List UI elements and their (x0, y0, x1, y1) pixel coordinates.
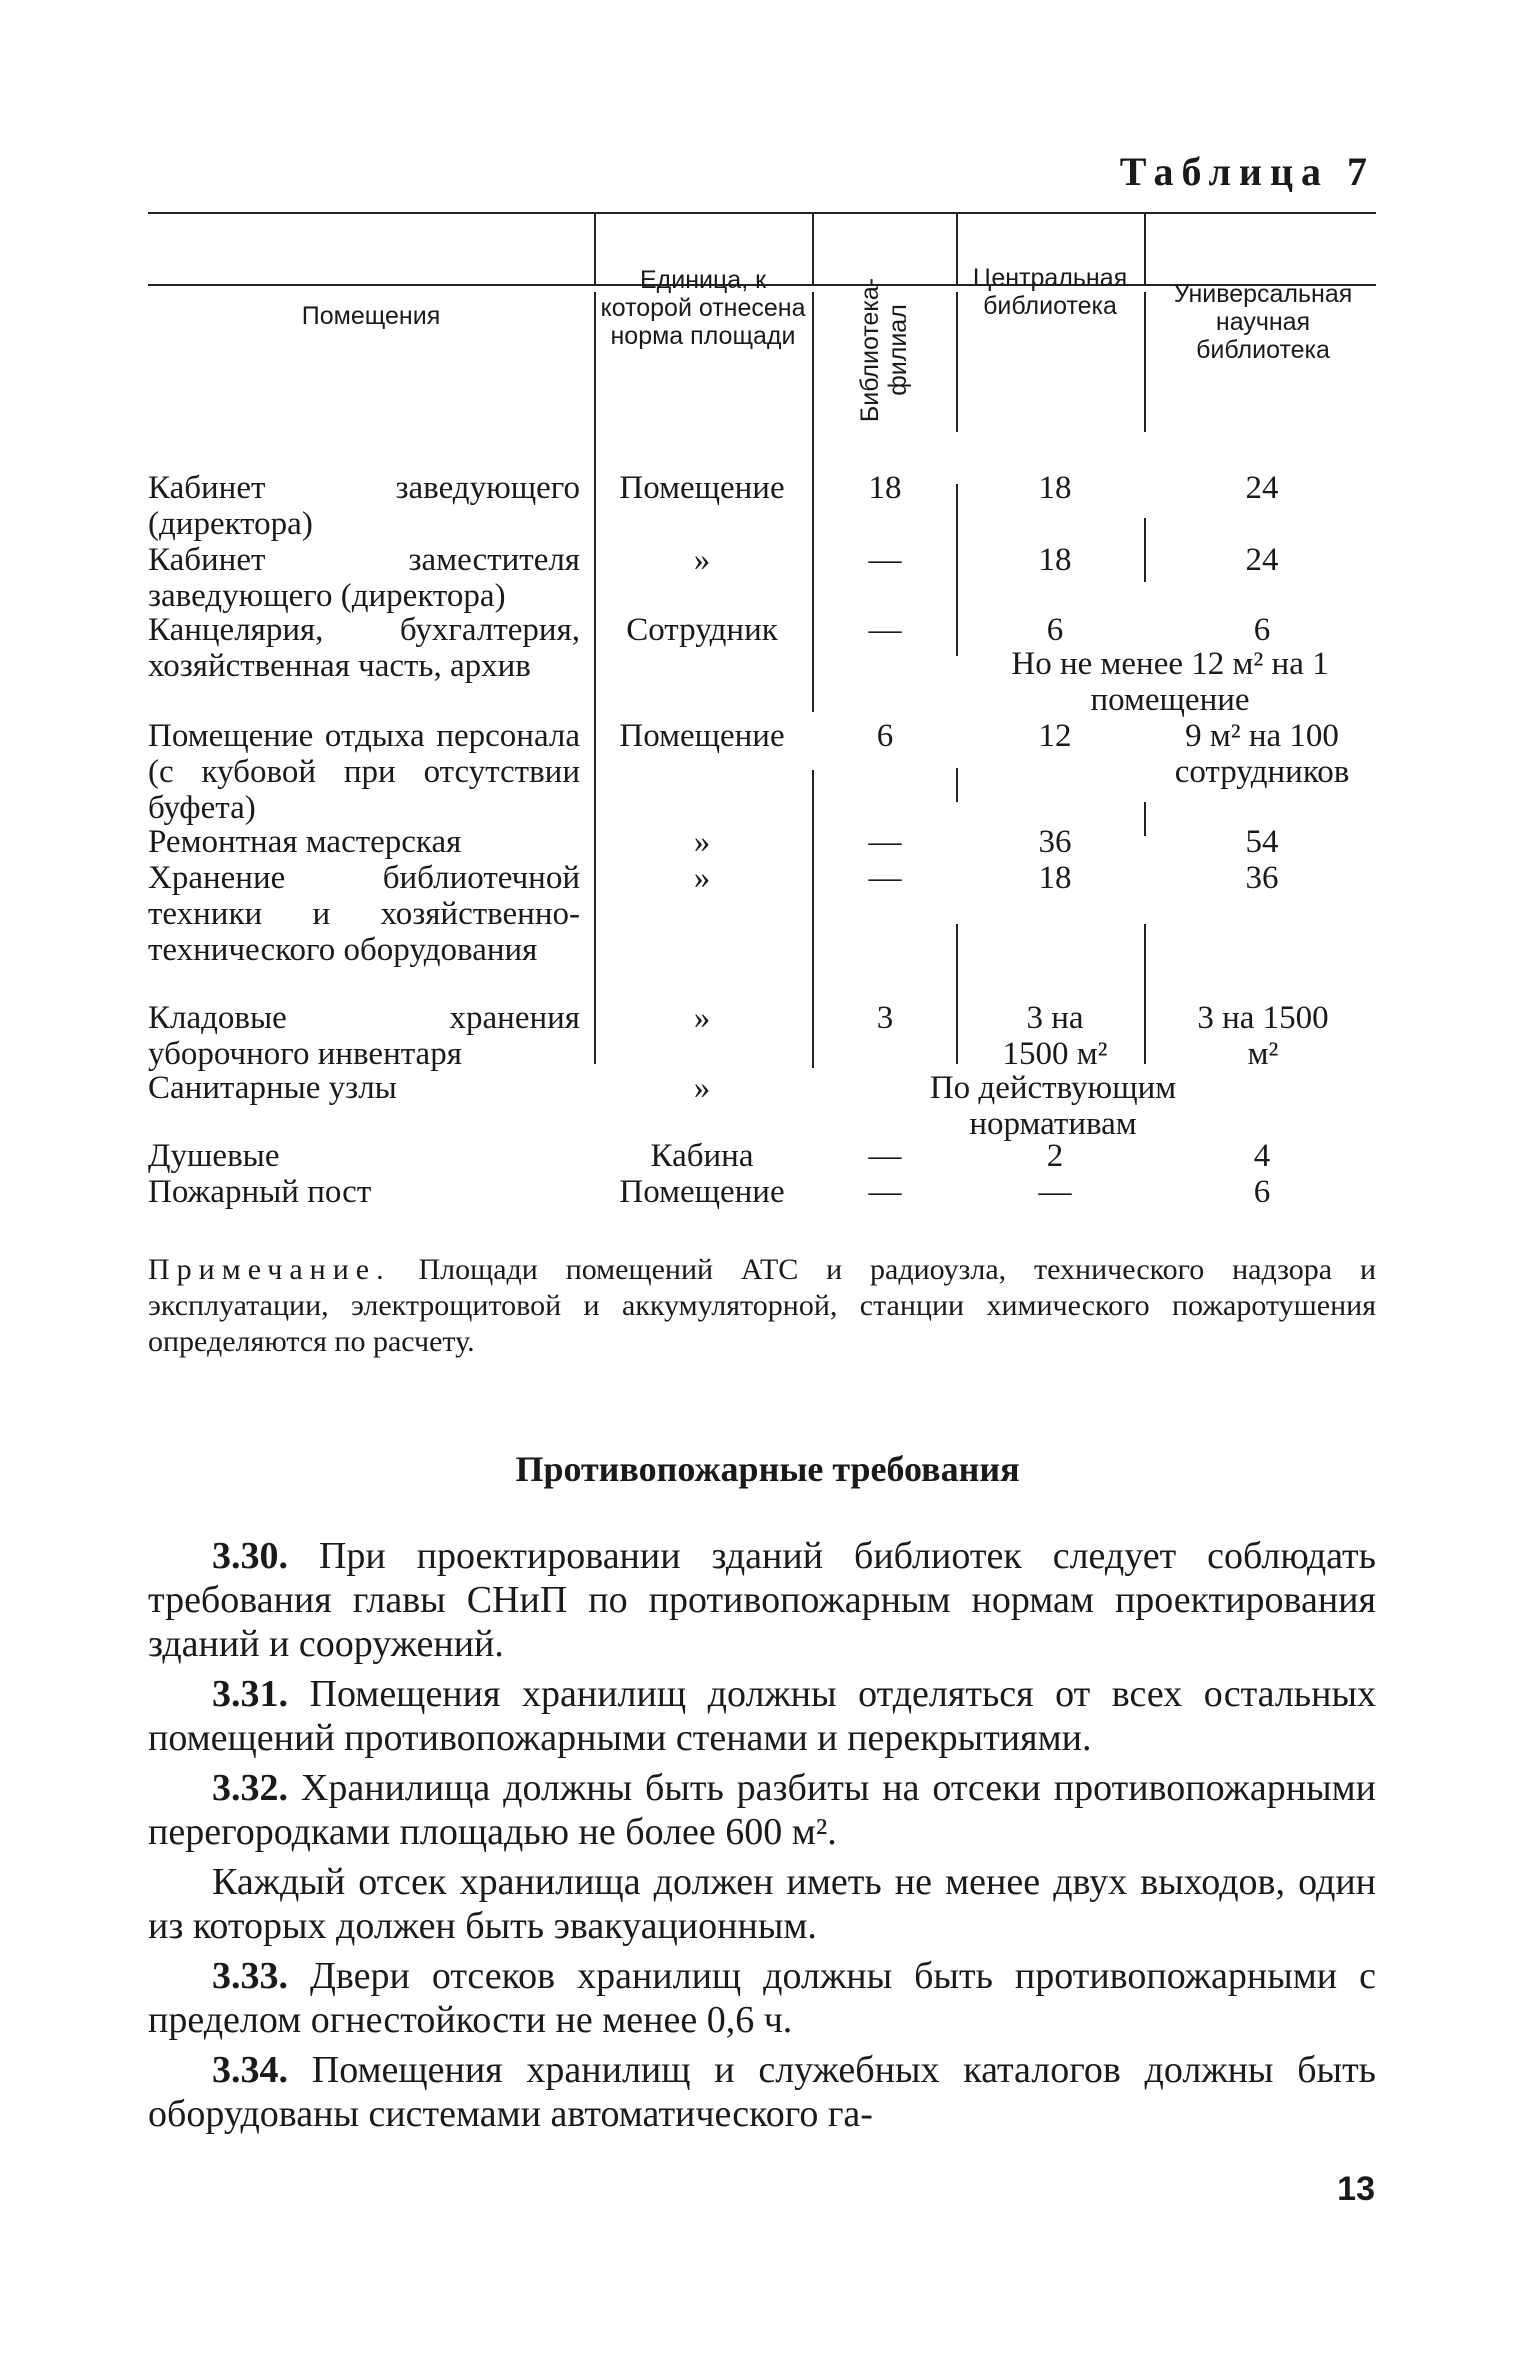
paragraph-3-30 (148, 1534, 1376, 1666)
row-1-branch: 18 (868, 470, 902, 506)
paragraph-text: Каждый отсек хранилища должен иметь не менее двух выходов, один из которых должен быть эвакуационным. (148, 1861, 1376, 1947)
paragraph-3-32 (148, 1766, 1376, 1854)
row-7-name: Кладовые хранения уборочного инвентаря (148, 1000, 580, 1072)
row-3-universal: 6 (1253, 612, 1271, 648)
row-5-universal: 54 (1245, 824, 1279, 860)
paragraph-3-31 (148, 1672, 1376, 1760)
row-4-universal: 9 м² на 100 сотрудников (1174, 718, 1350, 790)
row-6-branch: — (868, 860, 902, 896)
row-2-name: Кабинет заместителя заведующего (директора) (148, 542, 580, 614)
table-note (148, 1252, 1376, 1360)
paragraph-text: Помещения хранилищ должны отделяться от всех остальных помещений противопожарными стенами и перекрытиями. (148, 1673, 1377, 1759)
row-1-unit: Помещение (619, 470, 785, 506)
row-10-central: — (1038, 1174, 1072, 1210)
paragraph-3-33 (148, 1954, 1376, 2042)
row-5-branch: — (868, 824, 902, 860)
header-unit: Единица, к которой отнесена норма площади (600, 266, 806, 350)
data-table (148, 212, 1376, 1212)
paragraph-number: 3.32. (212, 1767, 288, 1809)
header-universal: Универсальная научная библиотека (1173, 280, 1353, 364)
note-label: Примечание. (148, 1253, 391, 1286)
row-2-branch: — (868, 542, 902, 578)
body-divider-3a (956, 292, 958, 432)
header-divider-4 (1144, 212, 1146, 284)
row-10-universal: 6 (1253, 1174, 1271, 1210)
row-1-name: Кабинет заведующего (директора) (148, 470, 580, 542)
section-title: Противопожарные требования (515, 1449, 1020, 1489)
body-divider-4d (1144, 924, 1146, 1064)
body-divider-4b (1144, 518, 1146, 582)
row-2-universal: 24 (1245, 542, 1279, 578)
table-caption: Таблица 7 (1119, 149, 1375, 194)
row-6-name: Хранение библиотечной техники и хозяйственно-технического оборудования (148, 860, 580, 968)
paragraph-text: Хранилища должны быть разбиты на отсеки противопожарными перегородками площадью не более 600 м². (148, 1767, 1377, 1853)
row-3-unit: Сотрудник (626, 612, 778, 648)
header-divider-3 (956, 212, 958, 284)
paragraph-text: Помещения хранилищ и служебных каталогов должны быть оборудованы системами автоматического га- (148, 2049, 1377, 2135)
row-5-unit: » (693, 824, 711, 860)
row-9-central: 2 (1046, 1138, 1064, 1174)
body-divider-3c (956, 768, 958, 802)
row-8-span: По действующим нормативам (929, 1070, 1177, 1142)
row-6-central: 18 (1038, 860, 1072, 896)
paragraph-number: 3.34. (212, 2049, 288, 2091)
body-divider-3d (956, 924, 958, 1064)
row-3-branch: — (868, 612, 902, 648)
note-text: Площади помещений АТС и радиоузла, технического надзора и эксплуатации, электрощитовой и аккумуляторной, станции химического пожаротушения определяются по расчету. (148, 1253, 1376, 1358)
row-10-name: Пожарный пост (148, 1174, 372, 1210)
paragraph-number: 3.30. (212, 1535, 288, 1577)
page-number: 13 (1337, 2170, 1375, 2208)
header-branch: Библиотека-филиал (856, 277, 912, 423)
paragraph-number: 3.33. (212, 1955, 288, 1997)
body-divider-4c (1144, 802, 1146, 836)
body-divider-2b (812, 770, 814, 1068)
row-4-unit: Помещение (619, 718, 785, 754)
paragraph-text: Двери отсеков хранилищ должны быть противопожарными с пределом огнестойкости не менее 0,6 ч. (148, 1955, 1376, 2041)
header-divider-1 (594, 212, 596, 284)
row-3-span-note: Но не менее 12 м² на 1 помещение (1011, 646, 1329, 718)
row-7-branch: 3 (876, 1000, 894, 1036)
row-1-universal: 24 (1245, 470, 1279, 506)
row-6-unit: » (693, 860, 711, 896)
header-central: Центральная библиотека (972, 264, 1128, 320)
body-divider-1 (594, 292, 596, 1064)
row-10-unit: Помещение (619, 1174, 785, 1210)
paragraph-3-34 (148, 2048, 1376, 2136)
row-3-central: 6 (1046, 612, 1064, 648)
row-7-unit: » (693, 1000, 711, 1036)
row-4-name: Помещение отдыха персонала (с кубовой при отсутствии буфета) (148, 718, 580, 826)
body-text (148, 1534, 1376, 2142)
paragraph-3-32-cont (148, 1860, 1376, 1948)
row-9-universal: 4 (1253, 1138, 1271, 1174)
row-5-name: Ремонтная мастерская (148, 824, 462, 860)
row-9-name: Душевые (148, 1138, 280, 1174)
row-7-central: 3 на 1500 м² (1002, 1000, 1108, 1072)
row-6-universal: 36 (1245, 860, 1279, 896)
row-4-branch: 6 (876, 718, 894, 754)
row-2-unit: » (693, 542, 711, 578)
paragraph-text: При проектировании зданий библиотек следует соблюдать требования главы СНиП по противопожарным нормам проектирования зданий и сооружений. (148, 1535, 1376, 1665)
header-room: Помещения (301, 302, 441, 330)
row-3-name: Канцелярия, бухгалтерия, хозяйственная часть, архив (148, 612, 580, 684)
row-10-branch: — (868, 1174, 902, 1210)
row-8-unit: » (693, 1070, 711, 1106)
row-1-central: 18 (1038, 470, 1072, 506)
row-9-unit: Кабина (650, 1138, 754, 1174)
body-divider-4a (1144, 292, 1146, 432)
table-top-rule (148, 212, 1376, 214)
row-8-name: Санитарные узлы (148, 1070, 397, 1106)
row-2-central: 18 (1038, 542, 1072, 578)
body-divider-3b (956, 484, 958, 656)
header-divider-2 (812, 212, 814, 284)
row-7-universal: 3 на 1500 м² (1197, 1000, 1329, 1072)
row-5-central: 36 (1038, 824, 1072, 860)
paragraph-number: 3.31. (212, 1673, 288, 1715)
body-divider-2a (812, 292, 814, 712)
row-9-branch: — (868, 1138, 902, 1174)
row-4-central: 12 (1038, 718, 1072, 754)
